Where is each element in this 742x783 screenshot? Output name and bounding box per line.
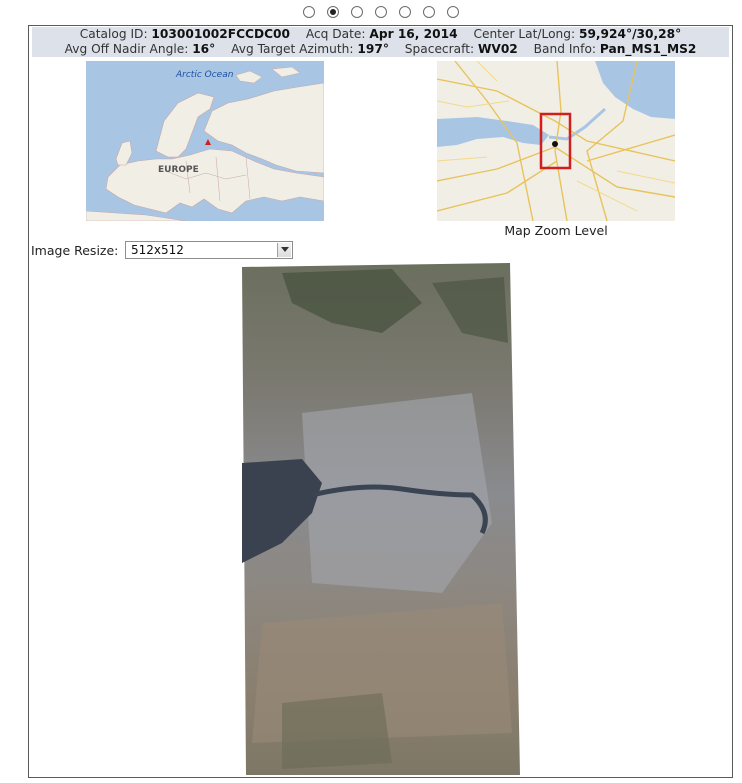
band-info-label: Band Info: xyxy=(533,42,597,56)
image-resize-label: Image Resize: xyxy=(31,243,119,258)
image-resize-select[interactable] xyxy=(125,241,293,259)
catalog-label: Catalog ID: xyxy=(79,27,148,41)
image-resize-value: 512x512 xyxy=(131,243,184,257)
acq-date-label: Acq Date: xyxy=(305,27,366,41)
pager-dot-4[interactable] xyxy=(375,6,387,18)
target-azimuth-label: Avg Target Azimuth: xyxy=(231,42,354,56)
center-latlong-value: 59,924°/30,28° xyxy=(578,27,682,41)
target-azimuth-value: 197° xyxy=(357,42,389,56)
center-latlong-label: Center Lat/Long: xyxy=(473,27,576,41)
image-pager xyxy=(0,6,742,22)
pager-dot-2[interactable] xyxy=(327,6,339,18)
satellite-image-graphic xyxy=(242,263,522,775)
info-row-1 xyxy=(32,27,729,42)
pager-dot-5[interactable] xyxy=(399,6,411,18)
spacecraft-value: WV02 xyxy=(477,42,518,56)
europe-label: EUROPE xyxy=(158,165,199,175)
satellite-image[interactable] xyxy=(242,263,522,775)
zoom-map[interactable] xyxy=(437,61,675,221)
acq-date-value: Apr 16, 2014 xyxy=(369,27,458,41)
zoom-map-graphic xyxy=(437,61,675,221)
arctic-ocean-label: Arctic Ocean xyxy=(176,70,234,80)
off-nadir-label: Avg Off Nadir Angle: xyxy=(64,42,189,56)
band-info-value: Pan_MS1_MS2 xyxy=(599,42,697,56)
overview-map[interactable] xyxy=(86,61,324,221)
chevron-down-icon[interactable] xyxy=(277,243,291,257)
spacecraft-label: Spacecraft: xyxy=(404,42,475,56)
catalog-value: 103001002FCCDC00 xyxy=(151,27,290,41)
map-zoom-caption: Map Zoom Level xyxy=(504,223,608,238)
pager-dot-7[interactable] xyxy=(447,6,459,18)
off-nadir-value: 16° xyxy=(192,42,216,56)
overview-map-graphic xyxy=(86,61,324,221)
pager-dot-6[interactable] xyxy=(423,6,435,18)
image-info-panel xyxy=(32,27,729,57)
info-row-2 xyxy=(32,42,729,57)
pager-dot-1[interactable] xyxy=(303,6,315,18)
pager-dot-3[interactable] xyxy=(351,6,363,18)
